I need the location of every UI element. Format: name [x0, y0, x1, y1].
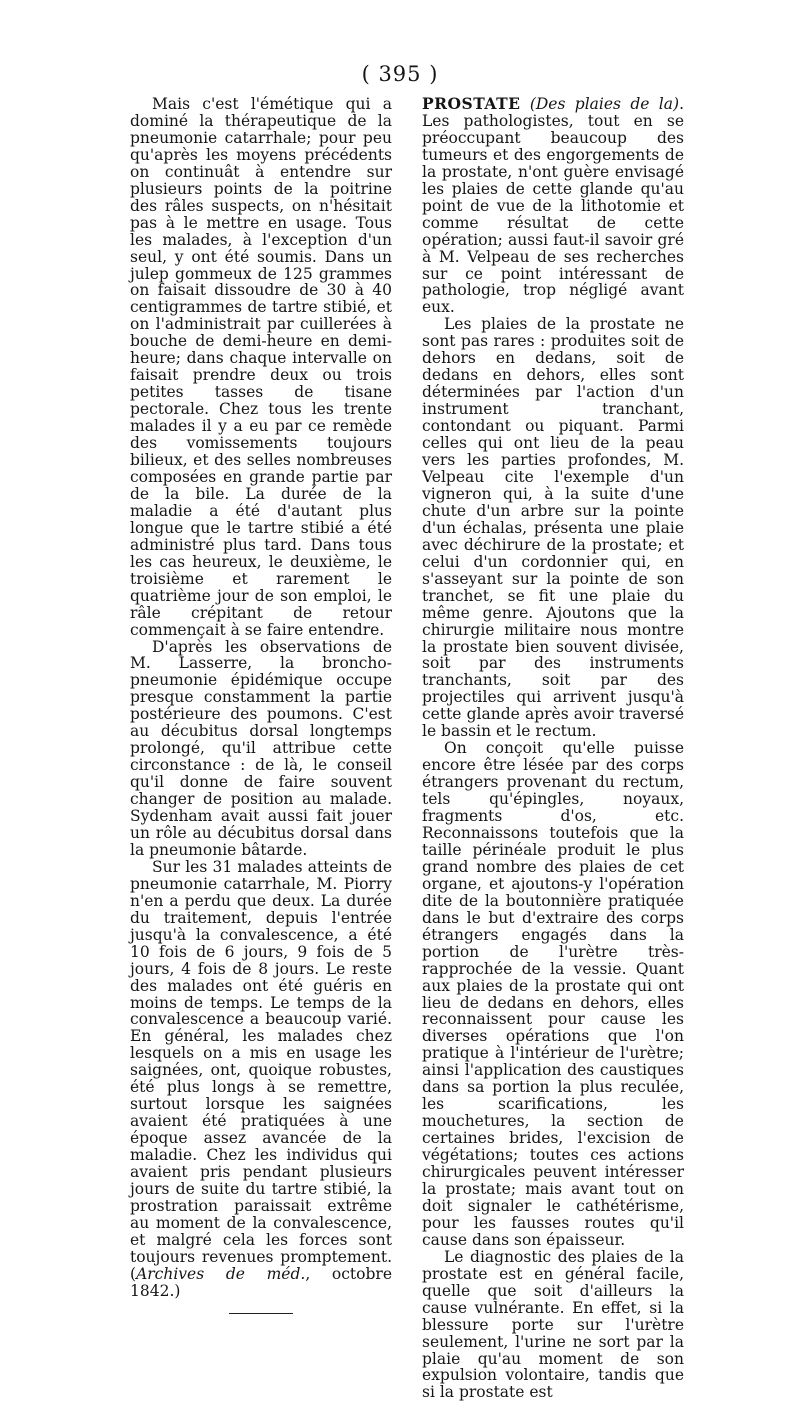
paragraph-lasserre-observations: D'après les observations de M. Lasserre, la broncho-pneumonie épidémique occupe presque constamment la partie postérieure des poumons. C'est au décubitus dorsal longtemps prolongé, qu'il attribue cette circonstance : de là, le conseil qu'il donne de faire souvent changer de position au malade. Sydenham avait aussi fait jouer un rôle au décubitus dorsal dans la pneumonie bâtarde.	[130, 637, 392, 859]
paragraph-wound-causes: Les plaies de la prostate ne sont pas rares : produites soit de dehors en dedans, soit de dedans en dehors, elles sont déterminées par l'action d'un instrument tranchant, contondant ou piquant. Parmi celles qui ont lieu de la peau vers les parties profondes, M. Velpeau cite l'exemple d'un vigneron qui, à la suite d'une chute d'un arbre sur la pointe d'un échalas, présenta une plaie avec déchirure de la prostate; et celui d'un cordonnier qui, en s'asseyant sur la pointe de son tranchet, se fit une plaie du même genre. Ajoutons que la chirurgie militaire nous montre la prostate bien souvent divisée, soit par des instruments tranchants, soit par des projectiles qui arrivent jusqu'à cette glande après avoir traversé le bassin et le rectum.	[422, 315, 684, 741]
section-divider	[229, 1313, 293, 1314]
paragraph-text: . Les pathologistes, tout en se préoccupant beaucoup des tumeurs et des engorgements de la prostate, n'ont guère envisagé les plaies de cette glande qu'au point de vue de la lithotomie et comme résultat de cette opération; aussi faut-il savoir gré à M. Velpeau de ses recherches sur ce point intéressant de pathologie, trop négligé avant eux.	[422, 95, 684, 317]
paragraph-text: Sur les 31 malades atteints de pneumonie catarrhale, M. Piorry n'en a perdu que deux. La durée du traitement, depuis l'entrée jusqu'à la convalescence, a été 10 fois de 6 jours, 9 fois de 5 jours, 4 fois de 8 jours. Le reste des malades ont été guéris en moins de temps. Le temps de la convalescence a beaucoup varié. En général, les malades chez lesquels on a mis en usage les saignées, ont, quoique robustes, été plus longs à se remettre, surtout lorsque les saignées avaient été pratiquées à une époque assez avancée de la maladie. Chez les individus qui avaient pris pendant plusieurs jours de suite du tartre stibié, la prostration paraissait extrême au moment de la convalescence, et malgré cela les forces sont toujours revenues promptement. (	[130, 857, 392, 1283]
paragraph-diagnosis: Le diagnostic des plaies de la prostate est en général facile, quelle que soit d'ailleurs la cause vulnérante. En effet, si la blessure porte sur l'urètre seulement, l'urine ne sort par la plaie qu'au moment de son expulsion volontaire, tandis que si la prostate est	[422, 1247, 684, 1401]
left-column	[130, 96, 392, 1314]
paragraph-foreign-bodies: On conçoit qu'elle puisse encore être lésée par des corps étrangers provenant du rectum, tels qu'épingles, noyaux, fragments d'os, etc. Reconnaissons toutefois que la taille périnéale produit le plus grand nombre des plaies de cet organe, et ajoutons-y l'opération dite de la boutonnière pratiquée dans le but d'extraire des corps étrangers engagés dans la portion de l'urètre très-rapprochée de la vessie. Quant aux plaies de la prostate qui ont lieu de dedans en dehors, elles reconnaissent pour cause les diverses opérations que l'on pratique à l'intérieur de l'urètre; ainsi l'application des caustiques dans sa portion la plus reculée, les scarifications, les mouchetures, la section de certaines brides, l'excision de végétations; toutes ces actions chirurgicales peuvent intéresser la prostate; mais avant tout on doit signaler le cathétérisme, pour les fausses routes qu'il cause dans son épaisseur.	[422, 739, 684, 1249]
paragraph-emetic-therapy: Mais c'est l'émétique qui a dominé la thérapeutique de la pneumonie catarrhale; pour peu qu'après les moyens précédents on continuât à entendre sur plusieurs points de la poitrine des râles suspects, on n'hésitait pas à le mettre en usage. Tous les malades, à l'exception d'un seul, y ont été soumis. Dans un julep gommeux de 125 grammes on faisait dissoudre de 30 à 40 centigrammes de tartre stibié, et on l'administrait par cuillerées à bouche de demi-heure en demi-heure; dans chaque intervalle on faisait prendre deux ou trois petites tasses de tisane pectorale. Chez tous les trente malades il y a eu par ce remède des vomissements toujours bilieux, et des selles nombreuses composées en grande partie par de la bile. La durée de la maladie a été d'autant plus longue que le tartre stibié a été administré plus tard. Dans tous les cas heureux, le deuxième, le troisième et rarement le quatrième jour de son emploi, le râle crépitant de retour commençait à se faire entendre.	[130, 95, 392, 639]
paragraph-piorry-results	[130, 859, 392, 1300]
right-column	[422, 96, 684, 1401]
paragraph-prostate-intro	[422, 96, 684, 316]
citation-title: Archives de méd.	[136, 1264, 306, 1283]
article-heading: PROSTATE	[422, 94, 521, 113]
page-number: ( 395 )	[361, 62, 439, 86]
citation-date: , octobre 1842.)	[130, 1264, 392, 1300]
article-subheading: (Des plaies de la)	[529, 95, 680, 113]
